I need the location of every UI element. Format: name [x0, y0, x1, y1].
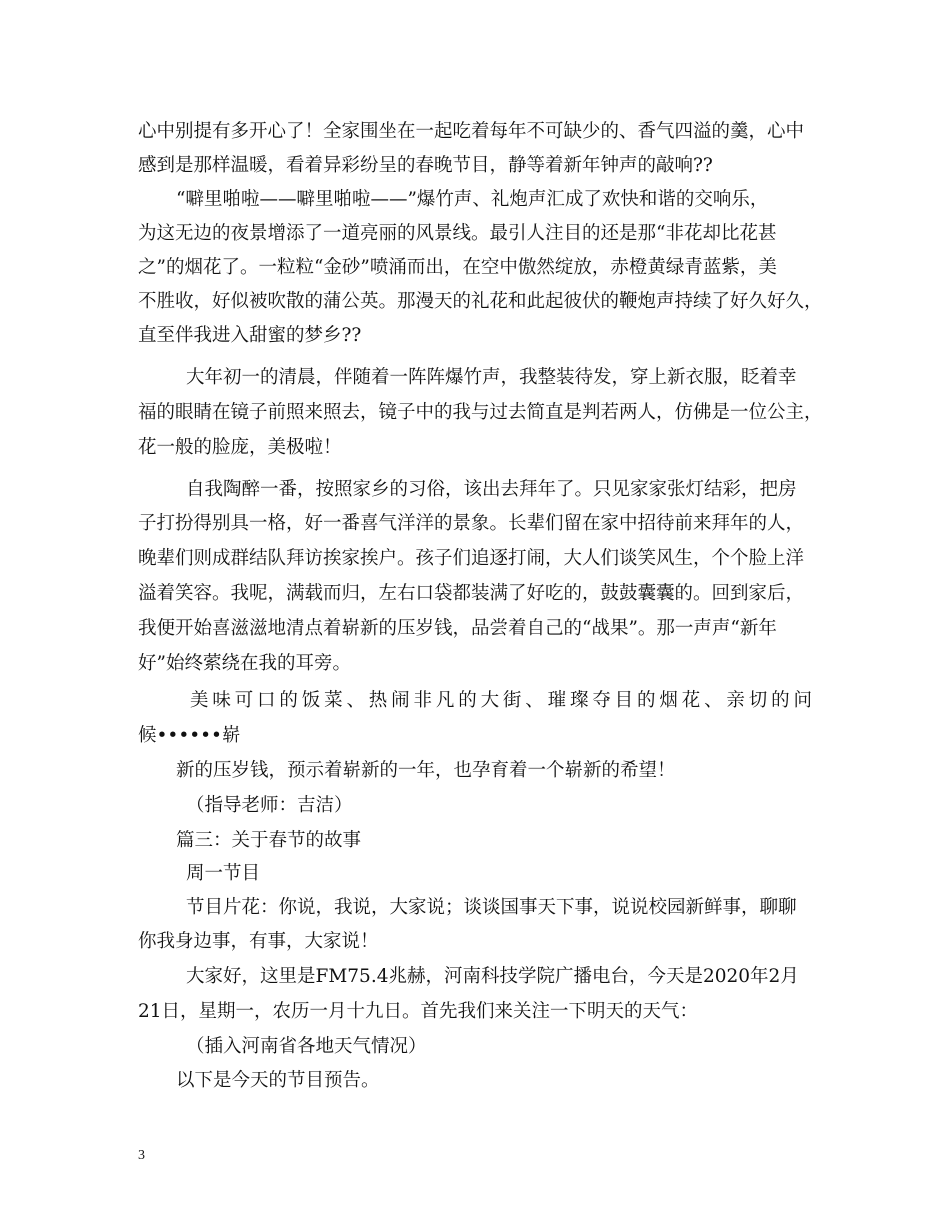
text-line: 我便开始喜滋滋地清点着崭新的压岁钱，品尝着自己的“战果”。那一声声“新年 [138, 618, 777, 639]
text-line: 子打扮得别具一格，好一番喜气洋洋的景象。长辈们留在家中招待前来拜年的人， [138, 513, 805, 534]
text-line: 福的眼睛在镜子前照来照去，镜子中的我与过去简直是判若两人，仿佛是一位公主， [138, 402, 823, 423]
text-line: 大年初一的清晨，伴随着一阵阵爆竹声，我整装待发，穿上新衣服，眨着幸 [186, 367, 797, 388]
text-line: 以下是今天的节目预告。 [176, 1070, 380, 1091]
text-line: “噼里啪啦——噼里啪啦——”爆竹声、礼炮声汇成了欢快和谐的交响乐， [176, 189, 769, 210]
text-line: 为这无边的夜景增添了一道亮丽的风景线。最引人注目的还是那“非花却比花甚 [138, 223, 777, 244]
text-line: 美味可口的饭菜、热闹非凡的大街、璀璨夺目的烟花、亲切的问 [190, 690, 812, 711]
text-line: 新的压岁钱，预示着崭新的一年，也孕育着一个崭新的希望！ [176, 760, 676, 781]
text-line: 21日，星期一，农历一月十九日。首先我们来关注一下明天的天气： [138, 1001, 699, 1022]
text-line: 周一节目 [186, 863, 261, 884]
text-line: 感到是那样温暖，看着异彩纷呈的春晚节目，静等着新年钟声的敲响?? [138, 155, 713, 176]
text-line: 心中别提有多开心了！全家围坐在一起吃着每年不可缺少的、香气四溢的羹，心中 [138, 121, 805, 142]
text-line: （插入河南省各地天气情况） [186, 1036, 427, 1057]
text-line: 大家好，这里是FM75.4兆赫，河南科技学院广播电台，今天是2020年2月 [186, 966, 799, 987]
text-line: 不胜收，好似被吹散的蒲公英。那漫天的礼花和此起彼伏的鞭炮声持续了好久好久， [138, 291, 823, 312]
text-line: 溢着笑容。我呢，满载而归，左右口袋都装满了好吃的，鼓鼓囊囊的。回到家后， [138, 583, 805, 604]
text-line: 直至伴我进入甜蜜的梦乡?? [138, 325, 362, 346]
text-line: 花一般的脸庞，美极啦！ [138, 437, 342, 458]
text-line: 之”的烟花了。一粒粒“金砂”喷涌而出，在空中傲然绽放，赤橙黄绿青蓝紫，美 [138, 257, 777, 278]
text-line: 自我陶醉一番，按照家乡的习俗，该出去拜年了。只见家家张灯结彩，把房 [186, 479, 797, 500]
text-line: 你我身边事，有事，大家说！ [138, 931, 379, 952]
page-number: 3 [138, 1148, 145, 1163]
text-line: （指导老师：吉洁） [186, 795, 353, 816]
text-line: 晚辈们则成群结队拜访挨家挨户。孩子们追逐打闹，大人们谈笑风生，个个脸上洋 [138, 548, 805, 569]
text-line: 候••••••崭 [138, 725, 241, 746]
section-heading: 篇三：关于春节的故事 [176, 830, 362, 851]
text-line: 好”始终萦绕在我的耳旁。 [138, 653, 351, 674]
text-line: 节目片花：你说，我说，大家说；谈谈国事天下事，说说校园新鲜事，聊聊 [186, 897, 797, 918]
